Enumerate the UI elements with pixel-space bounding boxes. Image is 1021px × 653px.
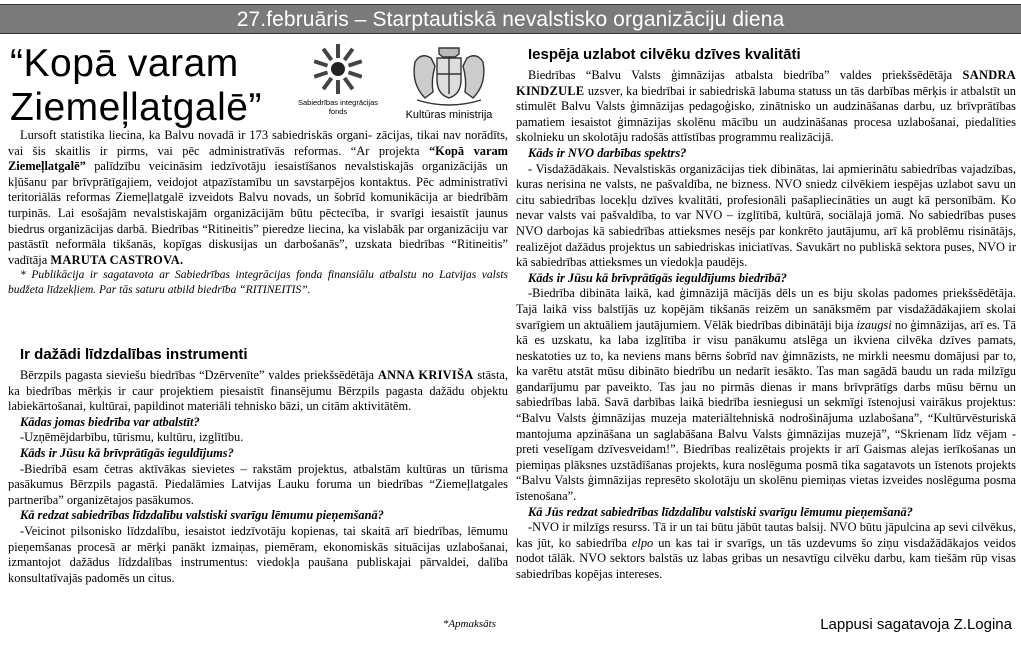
ministry-logo xyxy=(394,38,504,126)
section2-answer-2-b: no ģimnāzijas, arī es. Tā kā es uzskatu, ka laba izglītība ir visu panākumu atslēga un ikviena cilvēka dzīves pamats, neskatoties uz to, ka neviens mans bērns šobrīd nav ģimnāzists, ne mirkli neesmu domājusi par to, ka varētu atstāt mūsu dibināto biedrību un nedarīt iesākto. Tas man sagādā baudu un rada milzīgu gandarījumu par paveikto. Tas jau no pirmās dienas ir mans brīvprātīgs darbs mūsu bērnu un sabiedrības labā. Savā darbības laikā biedrība iesniegusi un sekmīgi īstenojusi vairākus projektus: “Balvu Valsts ģimnāzijas muzeja materiāltehniskā nodrošinājuma uzlabošana”, “Kultūrvēsturiskā mantojuma apzināšana un saglabāšana Balvu Valsts ģimnāzijas muzejā”, “Skrienam līdz vējam - preti veselīgam dzīvesveidam!”. Biedrības realizētais projekts ir arī Gaismas alejas ierīkošanas un piemiņas plāksnes uzstādīšanas projekts, kura noslēguma posmā tika sagatavots un īstenots projekts “Balvu Valsts ģimnāzijas represēto skolotāju un skolēnu piemiņas vietas izveides noslēguma posma īstenošana”. xyxy=(516,317,1017,504)
section1-intro xyxy=(8,368,508,415)
sif-caption-1: Sabiedrības integrācijas xyxy=(297,98,379,107)
page-banner: 27.februāris – Starptautiskā nevalstisko organizāciju diena xyxy=(0,4,1021,34)
section1-question-3: Kā redzat sabiedrības līdzdalību valstiski svarīgu lēmumu pieņemšanā? xyxy=(20,508,384,523)
section2-answer-3-a: -NVO ir milzīgs resurss. Tā ir un tai būtu jābūt tautas balsij. NVO būtu jāpulcina ap sevi cilvēkus, kas jūt, ko sabiedrība xyxy=(516,520,1016,550)
section2-answer-3-b: un kas tai ir svarīgs, un tās uzdevums šo ziņu visdažādākajos veidos nodot tālāk. NVO sektors balstās uz labas gribas un nesavtīgu cilvēku darbu, kam tiešām rūp visas sabiedrības kopējas intereses. xyxy=(516,535,1016,581)
left-column xyxy=(8,38,508,650)
section1 xyxy=(8,346,508,586)
sif-logo-icon xyxy=(311,42,365,96)
section2-question-3: Kā Jūs redzat sabiedrības līdzdalību valstiski svarīgu lēmumu pieņemšanā? xyxy=(528,504,913,519)
title-line-2: Ziemeļlatgalē” xyxy=(10,86,262,129)
person-name: MARUTA CASTROVA. xyxy=(50,252,184,267)
section1-answer-3: -Veicinot pilsonisko līdzdalību, iesaistot iedzīvotāju kopienas, tai skaitā arī biedrības, lēmumu pieņemšanas procesā ar mērķi panākt izmaiņas, piemēram, ekonomiskās situācijas uzlabošanai, izmantojot dažādus līdzdalības instrumentus: viedokļa paušana publiskajai pārvaldei, dalība konsultatīvajās padomēs un citus. xyxy=(8,523,508,585)
intro-paragraph xyxy=(8,128,508,268)
section2-intro xyxy=(516,68,1016,146)
funding-note: * Publikācija ir sagatavota ar Sabiedrības integrācijas fonda finansiālu atbalstu no Latvijas valsts budžeta līdzekļiem. Par tās saturu atbild biedrība “RITINEITIS”. xyxy=(8,269,508,296)
section2-intro-b: uzsver, ka biedrībai ir sabiedriskā labuma statuss un tās darbības mērķis ir atbalstīt un stimulēt Balvu Valsts ģimnāzijas pedagoģisko, zinātnisko un audzināšanas darbu, uz brīvprātības pamatiem iesaistot ģimnāzijas skolēnu mācību un audzināšanas procesa uzlabošanai, piedalīties skolnieku un skolotāju radošās attīstības programmu realizācijā. xyxy=(516,83,1016,145)
section2-heading: Iespēja uzlabot cilvēku dzīves kvalitāti xyxy=(528,46,801,63)
right-column xyxy=(516,38,1016,650)
section2-answer-2 xyxy=(516,286,1016,504)
section2-answer-3 xyxy=(516,520,1016,582)
article-title xyxy=(10,42,290,130)
section1-answer-2: -Biedrībā esam četras aktīvākas sievietes – rakstām projektus, atbalstām kultūras un tūrisma pasākumus Bērzpils pagastā. Piedalāmies Latvijas Lauku foruma un biedrības “Ziemeļlatgales partnerība” organizētajos pasākumos. xyxy=(8,461,508,507)
page-credit: Lappusi sagatavoja Z.Logina xyxy=(820,616,1012,633)
section2 xyxy=(516,46,1016,583)
section2-answer-2-a: -Biedrība dibināta laikā, kad ģimnāzijā mācījās dēls un es biju skolas padomes priekšsēdētāja. Tajā laikā viss balstījās uz kopējām tikšanās reizēm un sanāksmēm par visdažādākajiem skolai svarīgiem un aktuāliem jautājumiem. Vēlāk biedrības dibinātāji bija xyxy=(516,286,1016,332)
intro-text-3: palīdzību veicināsim iedzīvotāju iesaistīšanos nevalstiskajās organizācijās un kļūšanu par brīvprātīgajiem, veidojot atpazīstamību un savstarpējos kontaktus. Pēc administratīvi teritoriālās reformas Ziemeļlatgalē izveidots Balvu novads, un šobrīd komunikācija ar biedrībām turpinās. Lai esošajām nevalstiskajām organizācijām būtu pēctecība, ir svarīgi iesaistīt jaunus biedrus organizācijas darbā. Biedrības “Ritineitis” pieredze liecina, ka vislabāk par organizāciju var pastāstīt neformāla tikšanās, kopīgas diskusijas un darbošanās”, uzskata biedrības “Ritineitis” vadītāja xyxy=(8,159,508,267)
section1-question-1: Kādas jomas biedrība var atbalstīt? xyxy=(20,414,200,429)
paid-note: *Apmaksāts xyxy=(442,618,496,630)
section2-answer-1: - Visdažādākais. Nevalstiskās organizācijas tiek dibinātas, lai apmierinātu sabiedrības vajadzības, kuras nerisina ne valsts, ne pašvaldība, ne bizness. NVO sniedz cilvēkiem iespējas uzlabot savu un citu sabiedrības locekļu dzīves kvalitāti, profesionāli pašapliecināties un augt kā personībām. Ko nevar valsts vai pašvaldība, to var NVO – izglītībā, kultūrā, sociālajā jomā. No sabiedrības puses NVO darbojas kā sabiedrības attieksmes nesējs par konkrēto jautājumu, arī kā problēmu risinātājs, realizējot dažādus projektus un sabiedriskas iniciatīvas. Savukārt no publiskā sektora puses, NVO ir kā sabiedrības attieksmes un viedokļa paudējs. xyxy=(516,161,1016,270)
section2-answer-3-italic: elpo xyxy=(631,535,654,550)
title-line-1: “Kopā varam xyxy=(10,42,239,85)
sif-logo xyxy=(290,42,386,122)
section2-question-1: Kāds ir NVO darbības spektrs? xyxy=(528,145,687,160)
section2-person: SANDRA KINDZULE xyxy=(516,68,1016,98)
sif-caption-2: fonds xyxy=(328,107,348,116)
section2-intro-a: Biedrības “Balvu Valsts ģimnāzijas atbalsta biedrība” valdes priekšsēdētāja xyxy=(528,68,953,82)
coat-of-arms-icon xyxy=(403,38,495,108)
section2-answer-2-italic: izaugsi xyxy=(856,317,892,332)
section2-question-2: Kāds ir Jūsu kā brīvprātīgās ieguldījums biedrībā? xyxy=(528,270,787,285)
section1-answer-1: -Uzņēmējdarbību, tūrismu, kultūru, izglītību. xyxy=(20,430,244,445)
section1-intro-b: stāsta, ka biedrības mērķis ir caur projektiem piesaistīt finansējumu Bērzpils pagasta dažādu objektu labiekārtošanai, kultūrai, papildinot materiāli tehnisko bāzi, un citām aktivitātēm. xyxy=(8,368,508,414)
section1-intro-a: Bērzpils pagasta sieviešu biedrības “Dzērvenīte” valdes priekšsēdētāja xyxy=(20,368,375,382)
ministry-caption: Kultūras ministrija xyxy=(405,109,493,121)
intro-text-2: zācijas, tikai nav norādīts, vai šis skaitlis ir pirms, vai pēc administratīvās reformas. “Ar projekta xyxy=(8,128,508,158)
section1-person: ANNA KRIVIŠA xyxy=(377,368,474,382)
project-name: “Kopā varam Ziemeļlatgalē” xyxy=(8,143,508,174)
intro-block xyxy=(8,128,508,297)
section1-heading: Ir dažādi līdzdalības instrumenti xyxy=(20,346,248,363)
intro-text-1: Lursoft statistika liecina, ka Balvu novadā ir 173 sabiedriskās organi- xyxy=(20,128,373,142)
section1-question-2: Kāds ir Jūsu kā brīvprātīgās ieguldījums? xyxy=(20,445,234,460)
